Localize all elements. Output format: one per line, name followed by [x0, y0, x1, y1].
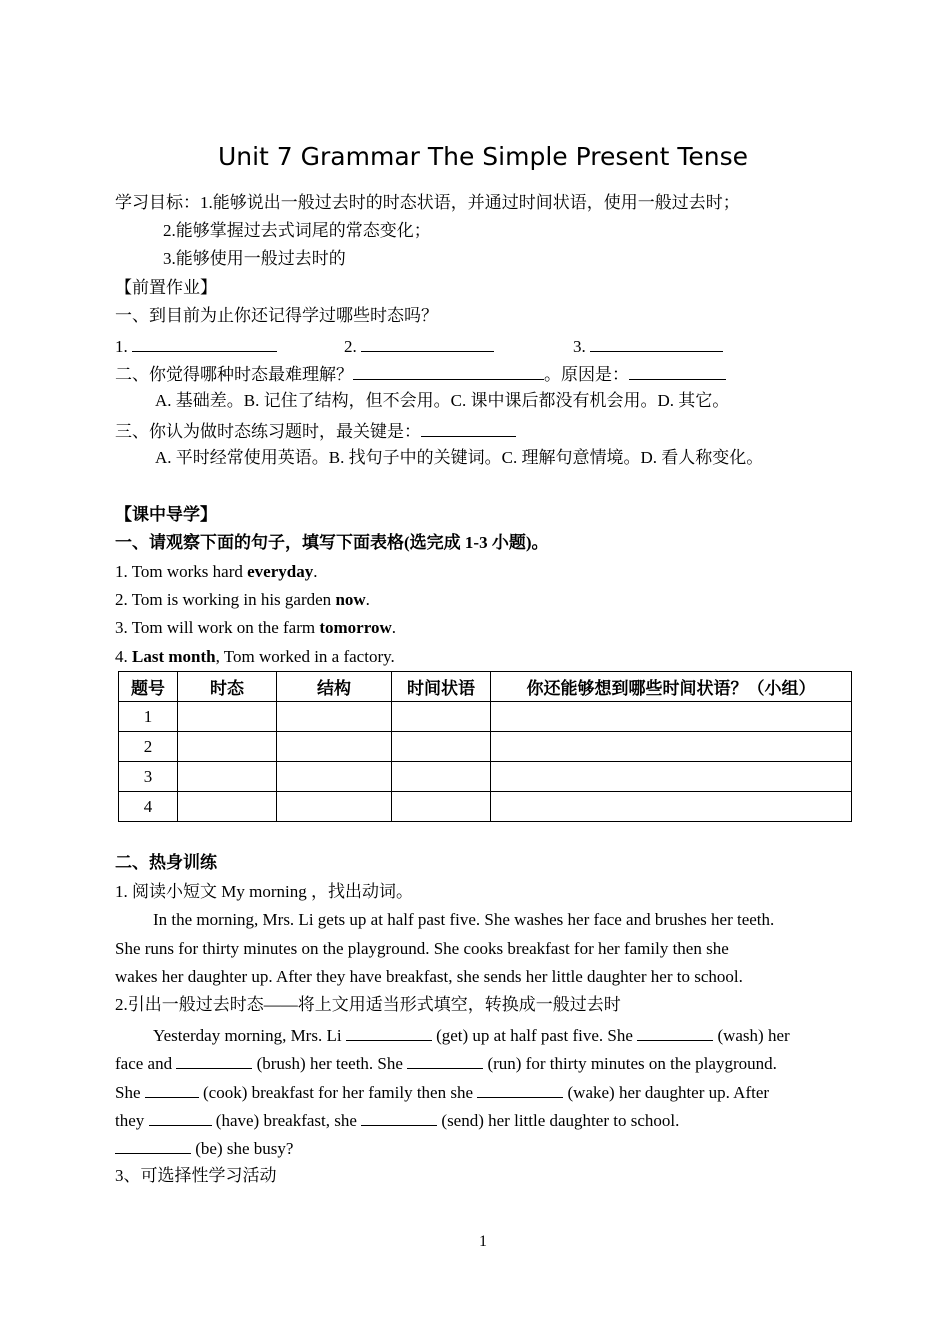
blank-line: [629, 363, 726, 380]
fill-text: (wash) her: [717, 1026, 790, 1045]
table-cell[interactable]: [392, 732, 491, 762]
pre-homework-header: 【前置作业】: [115, 278, 217, 297]
table-row: [119, 762, 852, 792]
fill-text: (send) her little daughter to school.: [441, 1111, 680, 1130]
sentence-text: 1. Tom works hard: [115, 562, 248, 581]
fill-text: (have) breakfast, she: [215, 1111, 357, 1130]
time-phrase: tomorrow: [319, 618, 392, 637]
header-tense: 时态: [178, 672, 277, 702]
table-cell[interactable]: [392, 792, 491, 822]
table-cell[interactable]: [491, 762, 852, 792]
question-2-options: A. 基础差。B. 记住了结构，但不会用。C. 课中课后都没有机会用。D. 其它。: [155, 391, 730, 410]
time-phrase: now: [335, 590, 366, 609]
table-row: [119, 792, 852, 822]
question-1: 一、到目前为止你还记得学过哪些时态吗？: [115, 306, 438, 325]
answer-blank-3: [573, 335, 723, 357]
header-more-adverbials: 你还能够想到哪些时间状语？（小组）: [491, 672, 852, 702]
fill-line-2: [115, 1052, 777, 1074]
sentence-text: 3. Tom will work on the farm: [115, 618, 320, 637]
warmup-item-1: 1. 阅读小短文 My morning ，找出动词。: [115, 882, 413, 901]
blank-line: [132, 335, 277, 352]
fill-text: (be) she busy?: [195, 1139, 294, 1158]
table-cell[interactable]: [277, 732, 392, 762]
sentence-text: 4.: [115, 647, 132, 666]
table-cell[interactable]: [277, 762, 392, 792]
sentence-end: .: [313, 562, 318, 581]
table-cell[interactable]: [277, 792, 392, 822]
time-phrase: everyday: [247, 562, 314, 581]
fill-blank-brush[interactable]: [176, 1052, 252, 1069]
in-class-header: 【课中导学】: [115, 505, 217, 524]
time-phrase: Last month: [132, 647, 216, 666]
fill-text: (run) for thirty minutes on the playground.: [487, 1054, 777, 1073]
warmup-header: 二、热身训练: [115, 853, 217, 872]
fill-line-3: [115, 1081, 769, 1103]
fill-blank-get[interactable]: [346, 1024, 432, 1041]
task-1-heading: 一、请观察下面的句子，填写下面表格(选完成 1-3 小题)。: [115, 533, 549, 552]
fill-text: (wake) her daughter up. After: [567, 1083, 770, 1102]
passage-line-2: She runs for thirty minutes on the playground. She cooks breakfast for her family then she: [115, 939, 729, 958]
warmup-item-3: 3、可选择性学习活动: [115, 1166, 277, 1185]
blank-line: [590, 335, 723, 352]
question-3-options: A. 平时经常使用英语。B. 找句子中的关键词。C. 理解句意情境。D. 看人称变化。: [155, 448, 764, 467]
tense-table: [118, 671, 852, 822]
table-cell[interactable]: [178, 762, 277, 792]
table-cell[interactable]: [277, 702, 392, 732]
fill-line-5: [115, 1137, 293, 1159]
blank-label-3: 3.: [573, 337, 586, 356]
fill-text: (brush) her teeth. She: [256, 1054, 403, 1073]
row-number: 2: [119, 732, 178, 762]
fill-blank-be[interactable]: [115, 1137, 191, 1154]
table-row: [119, 702, 852, 732]
table-cell[interactable]: [178, 702, 277, 732]
sentence-4: [115, 647, 395, 667]
header-number: 题号: [119, 672, 178, 702]
sentence-text: 2. Tom is working in his garden: [115, 590, 336, 609]
blank-label-1: 1.: [115, 337, 128, 356]
blank-line: [361, 335, 494, 352]
answer-blank-2: [344, 335, 494, 357]
fill-text: She: [115, 1083, 141, 1102]
header-time-adverbial: 时间状语: [392, 672, 491, 702]
answer-blank-1: [115, 335, 277, 357]
fill-blank-cook[interactable]: [145, 1081, 199, 1098]
table-cell[interactable]: [178, 732, 277, 762]
sentence-2: [115, 590, 370, 610]
sentence-end: , Tom worked in a factory.: [215, 647, 395, 666]
row-number: 3: [119, 762, 178, 792]
blank-line: [421, 420, 516, 437]
table-cell[interactable]: [491, 792, 852, 822]
fill-text: they: [115, 1111, 145, 1130]
objective-line-3: 3.能够使用一般过去时的: [163, 249, 346, 268]
fill-text: Yesterday morning, Mrs. Li: [153, 1026, 342, 1045]
header-structure: 结构: [277, 672, 392, 702]
table-cell[interactable]: [491, 702, 852, 732]
sentence-end: .: [365, 590, 370, 609]
page-number: 1: [479, 1233, 487, 1250]
sentence-3: [115, 618, 396, 638]
objective-line-2: 2.能够掌握过去式词尾的常态变化；: [163, 221, 431, 240]
fill-blank-send[interactable]: [361, 1109, 437, 1126]
page-title: Unit 7 Grammar The Simple Present Tense: [217, 142, 749, 171]
question-3-text: 三、你认为做时态练习题时，最关键是：: [115, 422, 421, 441]
table-cell[interactable]: [392, 702, 491, 732]
fill-line-1: [153, 1024, 790, 1046]
blank-label-2: 2.: [344, 337, 357, 356]
row-number: 1: [119, 702, 178, 732]
sentence-1: [115, 562, 317, 582]
warmup-item-2: 2.引出一般过去时态——将上文用适当形式填空，转换成一般过去时: [115, 995, 621, 1014]
sentence-end: .: [391, 618, 396, 637]
table-cell[interactable]: [178, 792, 277, 822]
table-cell[interactable]: [392, 762, 491, 792]
row-number: 4: [119, 792, 178, 822]
table-header-row: [119, 672, 852, 702]
fill-text: (get) up at half past five. She: [436, 1026, 633, 1045]
passage-line-3: wakes her daughter up. After they have breakfast, she sends her little daughter her to school.: [115, 967, 743, 986]
question-2: [115, 363, 726, 385]
fill-blank-run[interactable]: [407, 1052, 483, 1069]
question-2-reason: 。原因是：: [544, 365, 629, 384]
table-cell[interactable]: [491, 732, 852, 762]
fill-line-4: [115, 1109, 679, 1131]
question-3: [115, 420, 516, 442]
question-2-text: 二、你觉得哪种时态最难理解？: [115, 365, 353, 384]
objective-line-1: 学习目标：1.能够说出一般过去时的时态状语，并通过时间状语，使用一般过去时；: [115, 193, 740, 212]
fill-blank-wake[interactable]: [477, 1081, 563, 1098]
fill-text: (cook) breakfast for her family then she: [203, 1083, 473, 1102]
passage-line-1: In the morning, Mrs. Li gets up at half past five. She washes her face and brushes her teeth.: [153, 910, 775, 929]
table-row: [119, 732, 852, 762]
blank-line: [353, 363, 544, 380]
fill-blank-wash[interactable]: [637, 1024, 713, 1041]
fill-text: face and: [115, 1054, 173, 1073]
fill-blank-have[interactable]: [149, 1109, 212, 1126]
